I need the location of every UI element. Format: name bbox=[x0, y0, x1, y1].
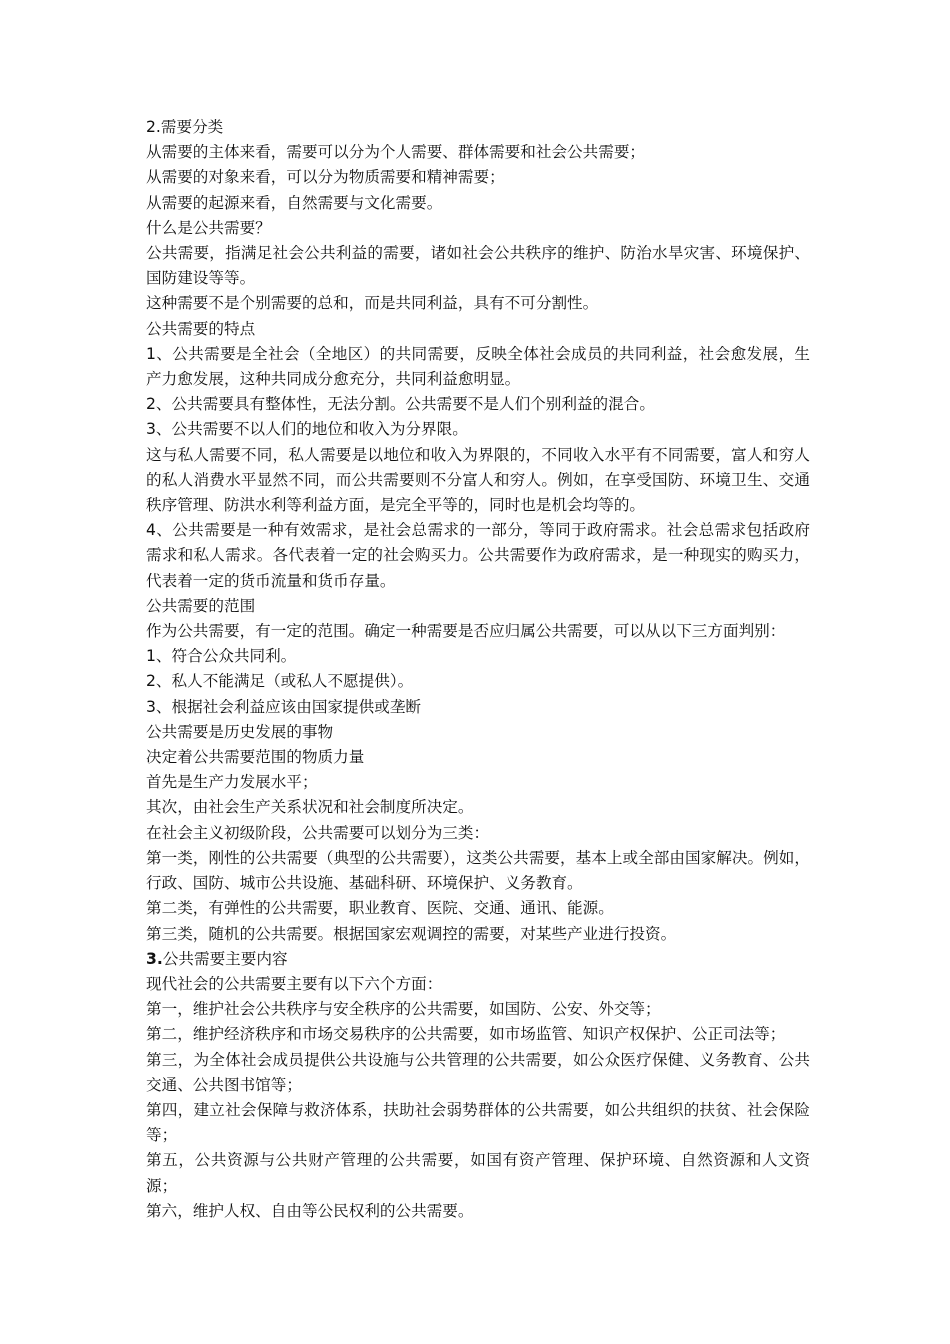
paragraph-text: 这与私人需要不同，私人需要是以地位和收入为界限的，不同收入水平有不同需要，富人和穷人的私人消费水平显然不同，而公共需要则不分富人和穷人。例如，在享受国防、环境卫生、交通秩序管理、防洪水利等利益方面，是完全平等的，同时也是机会均等的。 bbox=[146, 445, 810, 515]
paragraph bbox=[146, 1199, 810, 1224]
paragraph bbox=[146, 392, 810, 417]
paragraph-number: 2. bbox=[146, 118, 161, 136]
paragraph bbox=[146, 821, 810, 846]
paragraph bbox=[146, 1048, 810, 1098]
paragraph bbox=[146, 720, 810, 745]
paragraph bbox=[146, 216, 810, 241]
paragraph bbox=[146, 922, 810, 947]
paragraph-text: 第三，为全体社会成员提供公共设施与公共管理的公共需要，如公众医疗保健、义务教育、公共交通、公共图书馆等； bbox=[146, 1050, 810, 1094]
paragraph bbox=[146, 518, 810, 594]
paragraph bbox=[146, 1022, 810, 1047]
paragraph bbox=[146, 745, 810, 770]
paragraph-text: 从需要的起源来看，自然需要与文化需要。 bbox=[146, 193, 443, 212]
paragraph bbox=[146, 644, 810, 669]
paragraph-text: 什么是公共需要？ bbox=[146, 218, 271, 237]
paragraph-text: 公共需要的特点 bbox=[146, 319, 256, 338]
paragraph-text: 需要分类 bbox=[160, 118, 224, 136]
paragraph-text: 1、公共需要是全社会（全地区）的共同需要，反映全体社会成员的共同利益，社会愈发展，生产力愈发展，这种共同成分愈充分，共同利益愈明显。 bbox=[146, 344, 810, 389]
paragraph bbox=[146, 115, 810, 140]
paragraph-text: 第三类，随机的公共需要。根据国家宏观调控的需要，对某些产业进行投资。 bbox=[146, 924, 677, 943]
paragraph-text: 在社会主义初级阶段，公共需要可以划分为三类： bbox=[146, 823, 490, 842]
document-body bbox=[146, 115, 810, 1224]
paragraph bbox=[146, 669, 810, 694]
paragraph bbox=[146, 972, 810, 997]
paragraph-text: 2、私人不能满足（或私人不愿提供）。 bbox=[146, 672, 414, 691]
paragraph-text: 3、根据社会利益应该由国家提供或垄断 bbox=[146, 697, 422, 716]
paragraph bbox=[146, 165, 810, 190]
paragraph bbox=[146, 795, 810, 820]
paragraph-text: 1、符合公众共同利。 bbox=[146, 647, 297, 666]
paragraph-text: 公共需要是历史发展的事物 bbox=[146, 722, 334, 741]
paragraph bbox=[146, 594, 810, 619]
paragraph-text: 第一类，刚性的公共需要（典型的公共需要），这类公共需要，基本上或全部由国家解决。例如，行政、国防、城市公共设施、基础科研、环境保护、义务教育。 bbox=[146, 848, 810, 893]
paragraph-text: 现代社会的公共需要主要有以下六个方面： bbox=[146, 974, 443, 993]
paragraph bbox=[146, 770, 810, 795]
paragraph-text: 首先是生产力发展水平； bbox=[146, 773, 318, 792]
paragraph bbox=[146, 896, 810, 921]
paragraph bbox=[146, 417, 810, 442]
paragraph bbox=[146, 947, 810, 972]
paragraph-text: 3、公共需要不以人们的地位和收入为分界限。 bbox=[146, 420, 468, 439]
paragraph-text: 第四，建立社会保障与救济体系，扶助社会弱势群体的公共需要，如公共组织的扶贫、社会保险等； bbox=[146, 1100, 810, 1145]
paragraph bbox=[146, 997, 810, 1022]
paragraph bbox=[146, 342, 810, 392]
paragraph-text: 第一，维护社会公共秩序与安全秩序的公共需要，如国防、公安、外交等； bbox=[146, 1000, 661, 1019]
paragraph-text: 第二，维护经济秩序和市场交易秩序的公共需要，如市场监管、知识产权保护、公正司法等； bbox=[146, 1025, 786, 1044]
paragraph bbox=[146, 443, 810, 519]
paragraph-text: 作为公共需要，有一定的范围。确定一种需要是否应归属公共需要，可以从以下三方面判别： bbox=[146, 622, 786, 641]
paragraph bbox=[146, 695, 810, 720]
paragraph-text: 这种需要不是个别需要的总和，而是共同利益，具有不可分割性。 bbox=[146, 294, 599, 313]
paragraph-text: 其次，由社会生产关系状况和社会制度所决定。 bbox=[146, 798, 474, 817]
paragraph-text: 公共需要，指满足社会公共利益的需要，诸如社会公共秩序的维护、防治水旱灾害、环境保护、国防建设等等。 bbox=[146, 244, 810, 288]
paragraph-text: 第二类，有弹性的公共需要，职业教育、医院、交通、通讯、能源。 bbox=[146, 899, 614, 918]
paragraph bbox=[146, 291, 810, 316]
paragraph bbox=[146, 241, 810, 291]
paragraph-text: 从需要的对象来看，可以分为物质需要和精神需要； bbox=[146, 168, 505, 187]
paragraph-text: 第五，公共资源与公共财产管理的公共需要，如国有资产管理、保护环境、自然资源和人文资源； bbox=[146, 1151, 810, 1195]
paragraph-text: 2、公共需要具有整体性，无法分割。公共需要不是人们个别利益的混合。 bbox=[146, 395, 655, 414]
paragraph-text: 从需要的主体来看，需要可以分为个人需要、群体需要和社会公共需要； bbox=[146, 143, 646, 162]
paragraph-text: 决定着公共需要范围的物质力量 bbox=[146, 748, 365, 767]
paragraph-text: 公共需要的范围 bbox=[146, 596, 256, 615]
paragraph-text: 4、公共需要是一种有效需求，是社会总需求的一部分，等同于政府需求。社会总需求包括政府需求和私人需求。各代表着一定的社会购买力。公共需要作为政府需求，是一种现实的购买力，代表着一定的货币流量和货币存量。 bbox=[146, 521, 810, 590]
paragraph-number: 3. bbox=[146, 949, 163, 968]
paragraph-text: 公共需要主要内容 bbox=[162, 949, 288, 968]
paragraph bbox=[146, 1148, 810, 1198]
paragraph-text: 第六，维护人权、自由等公民权利的公共需要。 bbox=[146, 1201, 474, 1220]
paragraph bbox=[146, 1098, 810, 1148]
paragraph bbox=[146, 619, 810, 644]
paragraph bbox=[146, 317, 810, 342]
paragraph bbox=[146, 191, 810, 216]
paragraph bbox=[146, 846, 810, 896]
paragraph bbox=[146, 140, 810, 165]
